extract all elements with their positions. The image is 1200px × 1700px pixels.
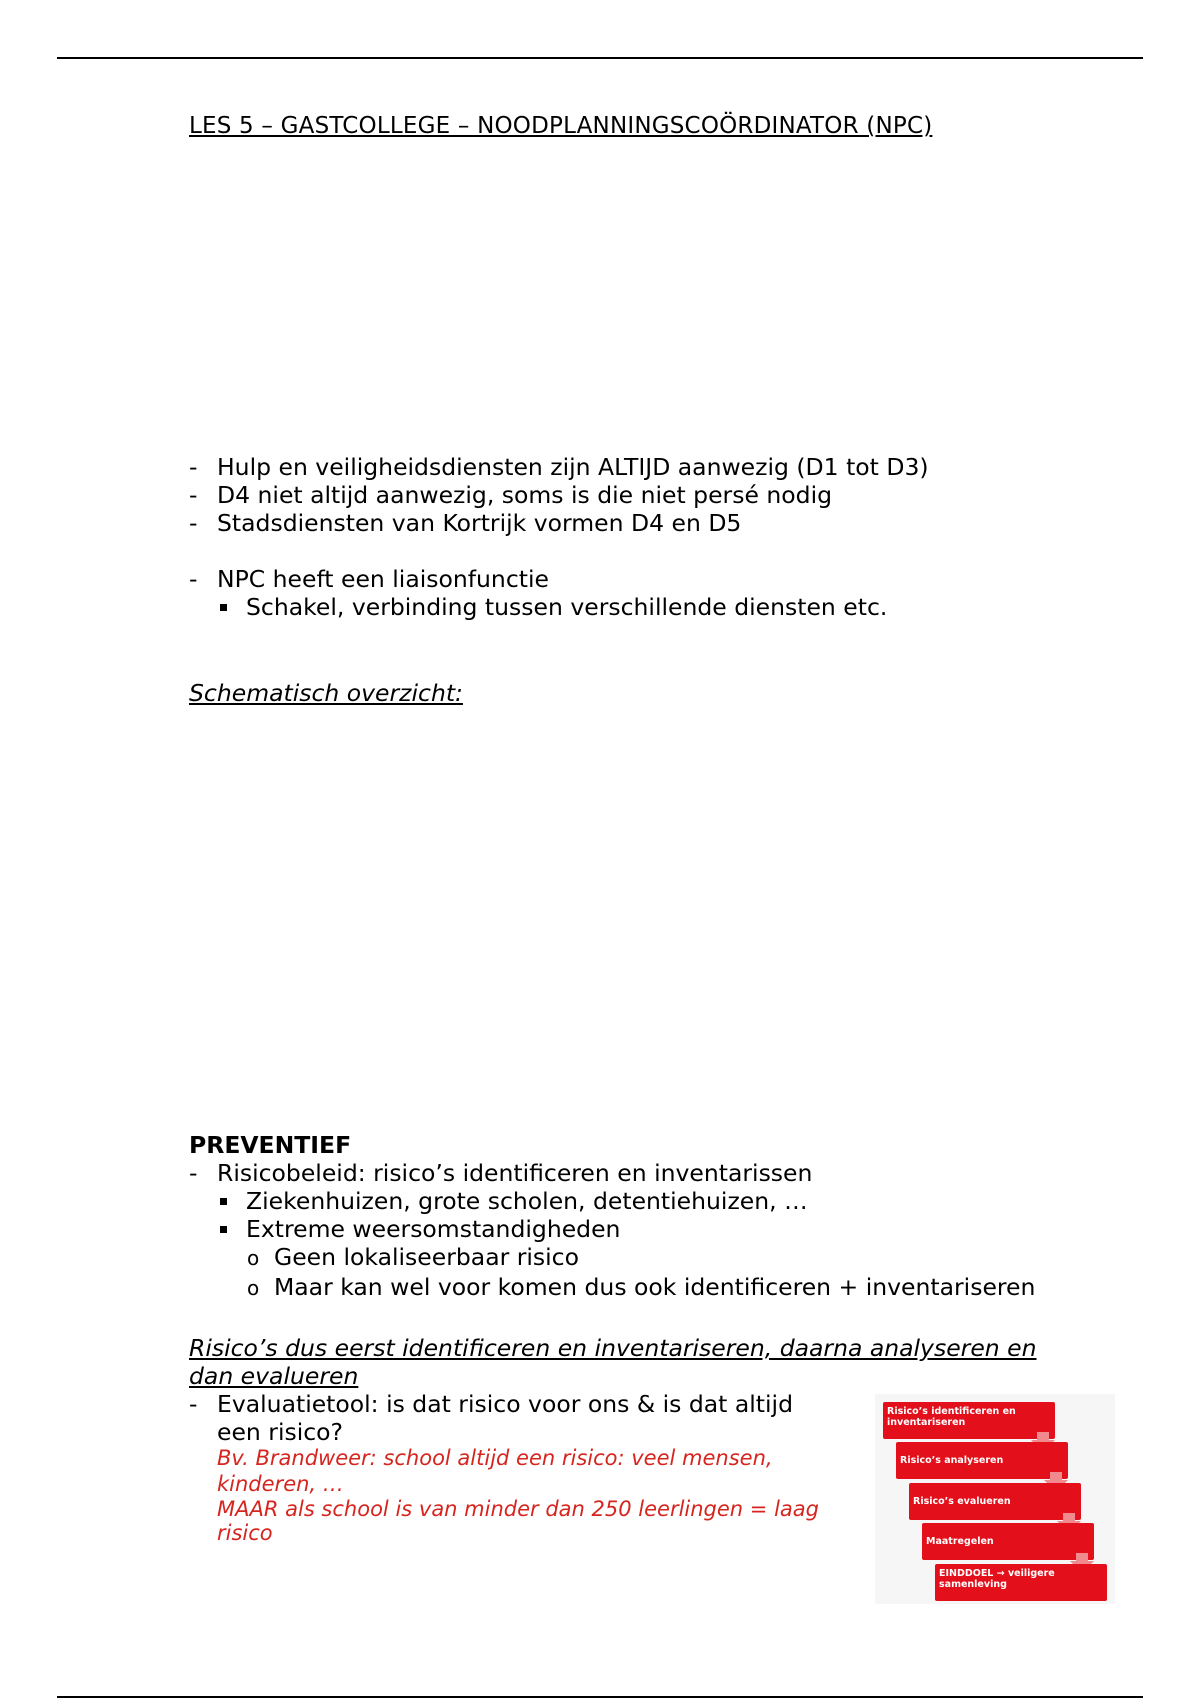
process-step: Maatregelen [922,1523,1094,1560]
sub-list-item-text: Extreme weersomstandigheden [246,1215,621,1243]
example-text: MAAR als school is van minder dan 250 leerlingen = laag [217,1497,819,1521]
list-item-continuation: een risico? [217,1418,344,1446]
list-marker: - [189,565,198,593]
list-item-text: Risicobeleid: risico’s identificeren en inventarissen [217,1159,813,1187]
subsub-list-item-text: Maar kan wel voor komen dus ook identificeren + inventariseren [274,1273,1036,1301]
arrow-down-icon [1063,1513,1075,1521]
list-marker: - [189,509,198,537]
circle-bullet-icon: o [247,1276,260,1300]
subsub-list-item-text: Geen lokaliseerbaar risico [274,1243,579,1271]
list-item-text: NPC heeft een liaisonfunctie [217,565,549,593]
square-bullet-icon [220,1198,227,1205]
list-item-text: Evaluatietool: is dat risico voor ons & is dat altijd [217,1390,793,1418]
process-step: Risico’s evalueren [909,1483,1081,1520]
list-item-text: Stadsdiensten van Kortrijk vormen D4 en D5 [217,509,742,537]
bottom-rule [57,1696,1143,1698]
list-marker: - [189,481,198,509]
list-item-text: Hulp en veiligheidsdiensten zijn ALTIJD aanwezig (D1 tot D3) [217,453,929,481]
sub-list-item-text: Schakel, verbinding tussen verschillende diensten etc. [246,593,888,621]
risk-statement-line: dan evalueren [189,1362,359,1390]
risk-statement-line: Risico’s dus eerst identificeren en inventariseren, daarna analyseren en [189,1334,1037,1362]
list-marker: - [189,1159,198,1187]
list-item-text: D4 niet altijd aanwezig, soms is die niet persé nodig [217,481,833,509]
square-bullet-icon [220,604,227,611]
process-step: Risico’s identificeren en inventariseren [883,1402,1055,1439]
example-text: Bv. Brandweer: school altijd een risico: veel mensen, [217,1446,773,1470]
list-marker: - [189,1390,198,1418]
arrow-down-icon [1076,1553,1088,1561]
arrow-down-icon [1050,1472,1062,1480]
process-step: Risico’s analyseren [896,1442,1068,1479]
section-heading: PREVENTIEF [189,1131,352,1159]
example-text: risico [217,1521,273,1545]
circle-bullet-icon: o [247,1246,260,1270]
risk-process-diagram [875,1394,1115,1604]
sub-list-item-text: Ziekenhuizen, grote scholen, detentiehuizen, … [246,1187,808,1215]
list-marker: - [189,453,198,481]
process-step: EINDDOEL → veiligere samenleving [935,1564,1107,1601]
page-title: LES 5 – GASTCOLLEGE – NOODPLANNINGSCOÖRDINATOR (NPC) [189,113,933,139]
example-text: kinderen, … [217,1472,344,1496]
top-rule [57,57,1143,59]
square-bullet-icon [220,1226,227,1233]
schematic-label: Schematisch overzicht: [189,679,463,707]
arrow-down-icon [1037,1432,1049,1440]
